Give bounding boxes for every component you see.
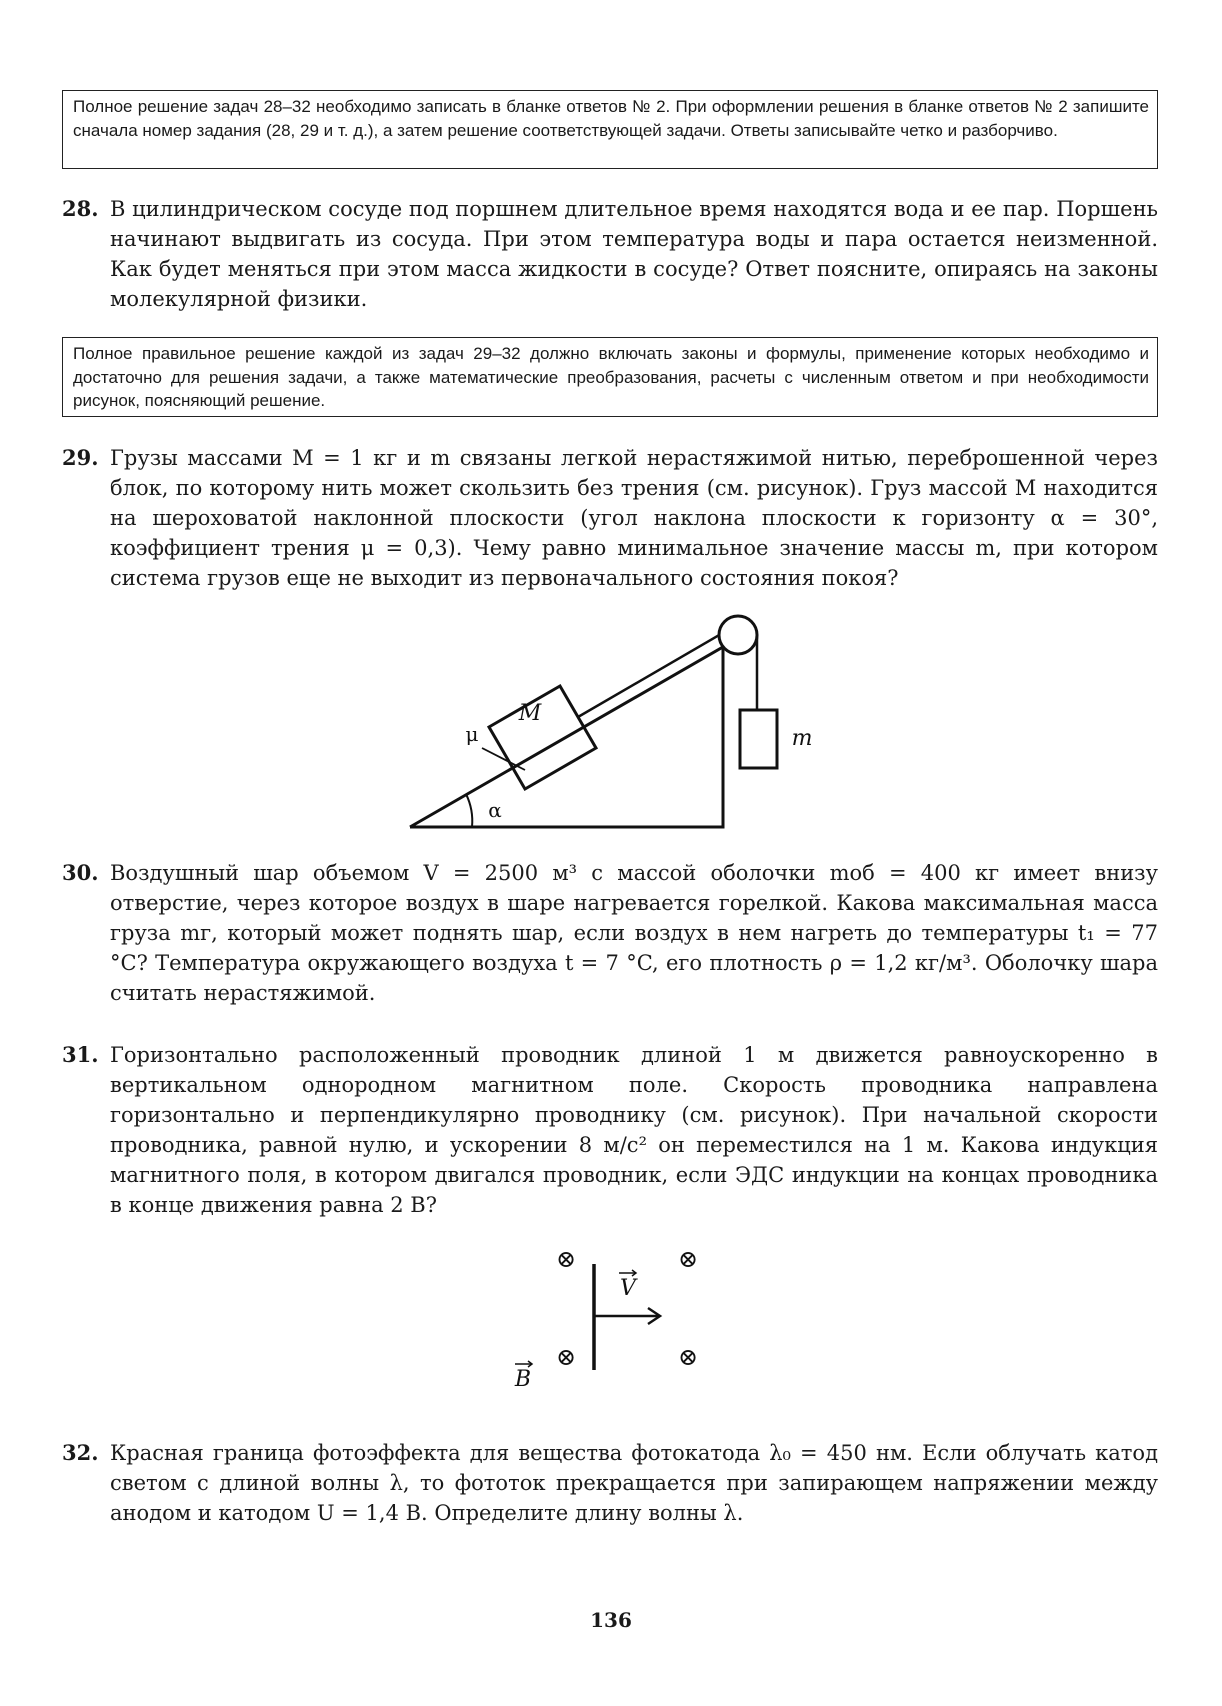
field-symbol: ⊗ [555, 1245, 577, 1273]
problem-text: В цилиндрическом сосуде под поршнем длительное время находятся вода и ее пар. Поршень начинают выдвигать из сосуда. При этом температура воды и пара остается неизменной. Как будет меняться при этом масса жидкости в сосуде? Ответ поясните, опираясь на законы молекулярной физики. [110, 197, 1158, 311]
problem-text: Горизонтально расположенный проводник длиной 1 м движется равноускоренно в вертикальном однородном магнитном поле. Скорость проводника направлена горизонтально и перпендикулярно проводнику (см. рисунок). При начальной скорости проводника, равной нулю, и ускорении 8 м/с² он переместился на 1 м. Какова индукция магнитного поля, в котором двигался проводник, если ЭДС индукции на концах проводника в конце движения равна 2 В? [110, 1043, 1158, 1217]
field-symbol: ⊗ [677, 1245, 699, 1273]
label-M: M [518, 701, 542, 726]
page-number: 136 [590, 1608, 632, 1632]
label-alpha: α [488, 798, 502, 822]
label-V: V [620, 1276, 636, 1301]
problem-text: Красная граница фотоэффекта для вещества фотокатода λ₀ = 450 нм. Если облучать катод светом с длиной волны λ, то фототок прекращается при запирающем напряжении между анодом и катодом U = 1,4 В. Определите длину волны λ. [110, 1441, 1158, 1525]
problem-text: Грузы массами M = 1 кг и m связаны легкой нерастяжимой нитью, переброшенной через блок, по которому нить может скользить без трения (см. рисунок). Груз массой M находится на шероховатой наклонной плоскости (угол наклона плоскости к горизонту α = 30°, коэффициент трения μ = 0,3). Чему равно минимальное значение массы m, при котором система грузов еще не выходит из первоначального состояния покоя? [110, 446, 1158, 590]
pulley [719, 616, 757, 654]
problem-number: 30. [62, 860, 99, 885]
problem-30 [62, 858, 1158, 1008]
instruction-text: Полное правильное решение каждой из задач 29–32 должно включать законы и формулы, применение которых необходимо и достаточно для решения задачи, а также математические преобразования, расчеты с численным ответом и при необходимости рисунок, поясняющий решение. [73, 344, 1149, 410]
incline-figure [400, 605, 840, 835]
label-B: B [514, 1367, 532, 1392]
problem-32 [62, 1438, 1158, 1528]
conductor-diagram [490, 1240, 720, 1400]
field-symbol: ⊗ [555, 1343, 577, 1371]
label-mu: μ [465, 722, 479, 746]
instruction-box-28-32 [62, 90, 1158, 169]
problem-number: 31. [62, 1042, 99, 1067]
string-incline [578, 627, 733, 717]
problem-28 [62, 194, 1158, 314]
problem-number: 28. [62, 196, 99, 221]
incline-diagram [400, 605, 840, 835]
instruction-box-29-32 [62, 337, 1158, 417]
problem-31 [62, 1040, 1158, 1220]
problem-number: 32. [62, 1440, 99, 1465]
block-m [740, 710, 777, 768]
angle-arc [466, 794, 472, 827]
problem-number: 29. [62, 445, 99, 470]
instruction-text: Полное решение задач 28–32 необходимо записать в бланке ответов № 2. При оформлении решения в бланке ответов № 2 запишите сначала номер задания (28, 29 и т. д.), а затем решение соответствующей задачи. Ответы записывайте четко и разборчиво. [73, 97, 1149, 140]
magnetic-field-figure [490, 1240, 720, 1400]
incline-plane [410, 647, 723, 827]
problem-text: Воздушный шар объемом V = 2500 м³ с массой оболочки mоб = 400 кг имеет внизу отверстие, через которое воздух в шаре нагревается горелкой. Какова максимальная масса груза mг, который может поднять шар, если воздух в нем нагреть до температуры t₁ = 77 °C? Температура окружающего воздуха t = 7 °C, его плотность ρ = 1,2 кг/м³. Оболочку шара считать нерастяжимой. [110, 861, 1158, 1005]
problem-29 [62, 443, 1158, 593]
field-symbol: ⊗ [677, 1343, 699, 1371]
label-m: m [791, 726, 813, 751]
